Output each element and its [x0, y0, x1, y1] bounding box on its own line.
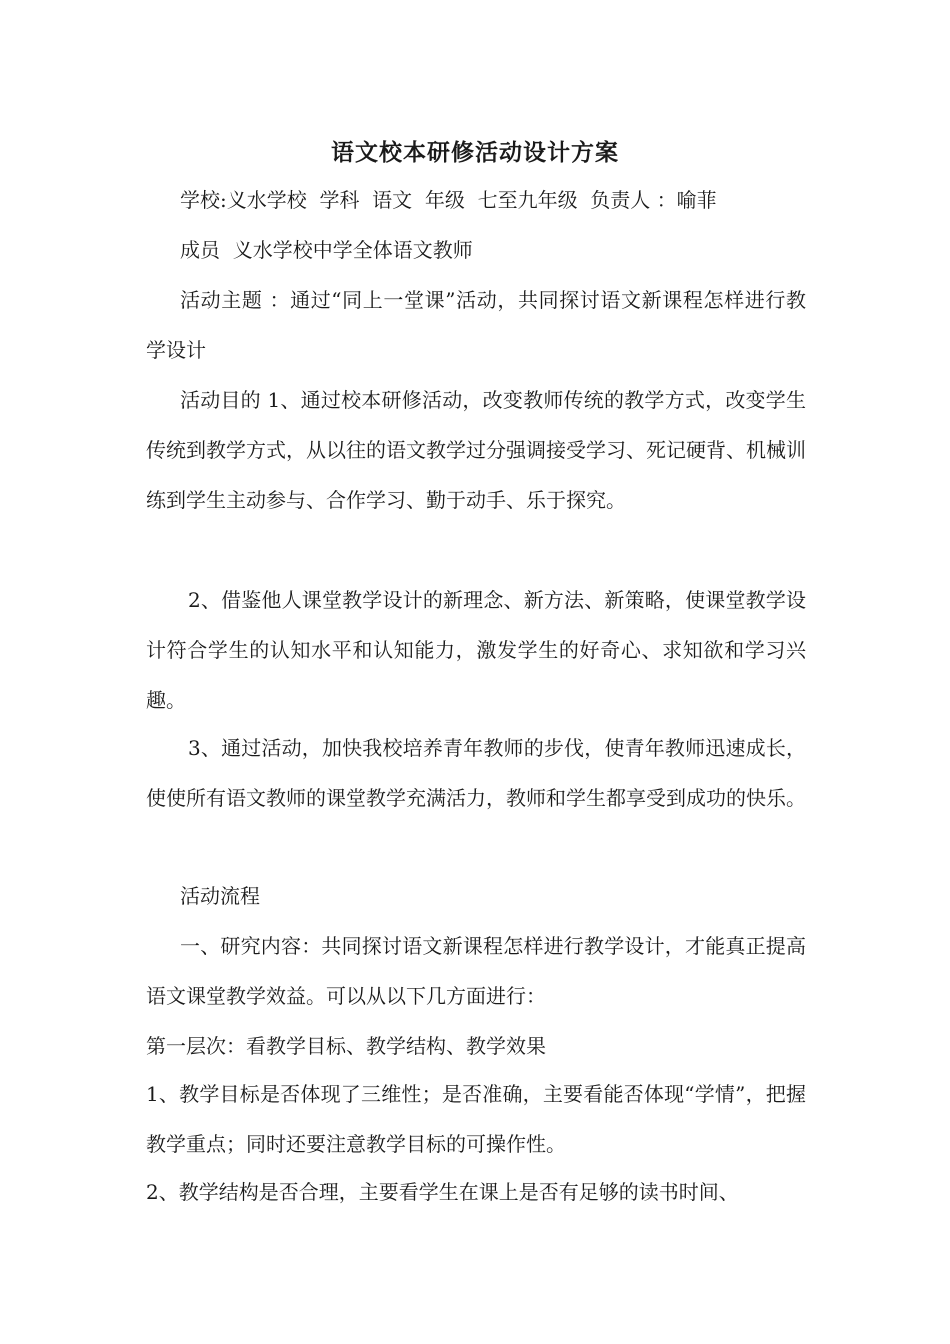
document-title: 语文校本研修活动设计方案 — [331, 139, 619, 166]
school-info-line: 学校:义水学校 学科 语文 年级 七至九年级 负责人 ：喻菲 — [180, 188, 717, 212]
research-content-paragraph: 一、研究内容：共同探讨语文新课程怎样进行教学设计，才能真正提高语文课堂教学效益。可以从以下几方面进行： — [146, 934, 806, 1008]
purpose-item-2-paragraph: 2、借鉴他人课堂教学设计的新理念、新方法、新策略，使课堂教学设计符合学生的认知水平和认知能力，激发学生的好奇心、求知欲和学习兴趣。 — [146, 588, 806, 712]
activity-purpose-paragraph: 活动目的 1、通过校本研修活动，改变教师传统的教学方式，改变学生传统到教学方式，从以往的语文教学过分强调接受学习、死记硬背、机械训练到学生主动参与、合作学习、勤于动手、乐于探究。 — [146, 388, 806, 512]
level-one-heading: 第一层次：看教学目标、教学结构、教学效果 — [146, 1034, 546, 1058]
level-one-item-2: 2、教学结构是否合理，主要看学生在课上是否有足够的读书时间、 — [146, 1180, 739, 1204]
activity-theme-paragraph: 活动主题 ：通过“同上一堂课”活动，共同探讨语文新课程怎样进行教学设计 — [146, 288, 806, 362]
level-one-item-1: 1、教学目标是否体现了三维性；是否准确，主要看能否体现“学情”，把握教学重点；同时还要注意教学目标的可操作性。 — [146, 1082, 806, 1156]
purpose-item-3-paragraph: 3、通过活动，加快我校培养青年教师的步伐，使青年教师迅速成长，使使所有语文教师的课堂教学充满活力，教师和学生都享受到成功的快乐。 — [146, 736, 806, 810]
activity-process-heading: 活动流程 — [180, 884, 260, 908]
members-line: 成员 义水学校中学全体语文教师 — [180, 238, 473, 262]
